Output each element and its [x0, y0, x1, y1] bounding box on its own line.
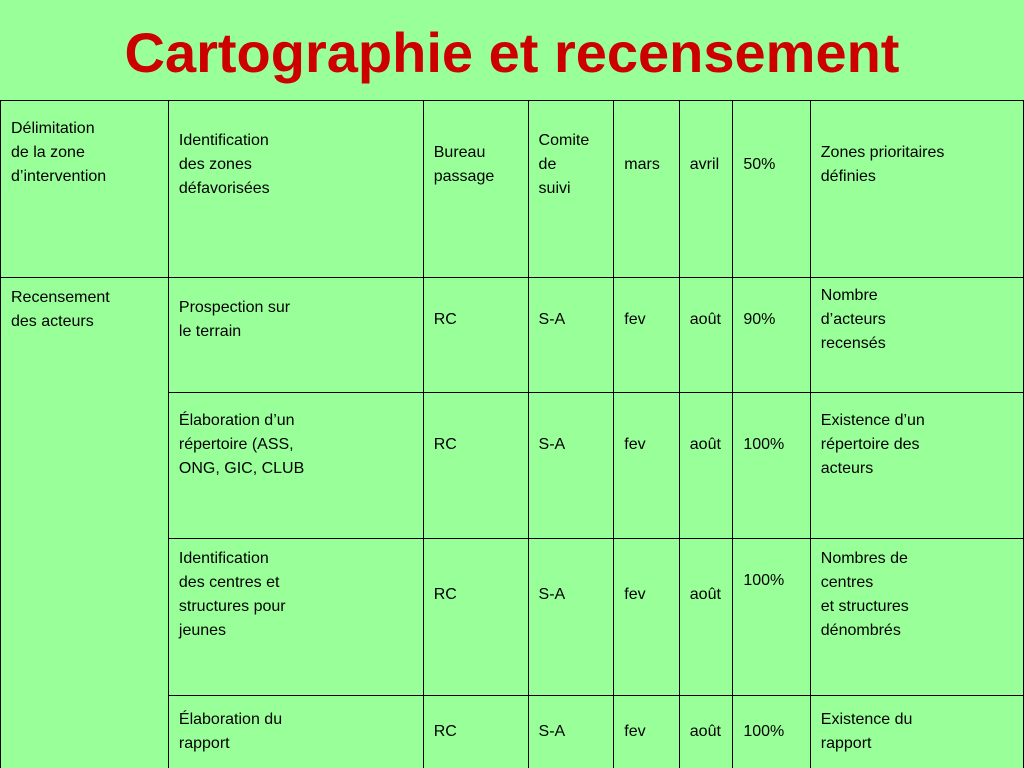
committee-cell: S-A: [528, 539, 614, 696]
objective-cell: Recensement des acteurs: [1, 278, 169, 768]
committee-cell: Comite de suivi: [528, 101, 614, 278]
end-cell: août: [679, 278, 733, 393]
indicator-cell: Zones prioritaires définies: [810, 101, 1023, 278]
slide-title: Cartographie et recensement: [124, 21, 900, 84]
start-cell: fev: [614, 393, 680, 539]
start-cell: mars: [614, 101, 680, 278]
indicator-cell: Nombres de centres et structures dénombrés: [810, 539, 1023, 696]
objective-cell: Délimitation de la zone d’intervention: [1, 101, 169, 278]
percent-cell: 100%: [733, 393, 810, 539]
end-cell: août: [679, 393, 733, 539]
committee-cell: S-A: [528, 278, 614, 393]
table-row: [1, 278, 1024, 393]
activity-cell: Élaboration d’un répertoire (ASS, ONG, GIC, CLUB: [168, 393, 423, 539]
end-cell: août: [679, 539, 733, 696]
start-cell: fev: [614, 278, 680, 393]
activity-table: [0, 100, 1024, 768]
indicator-cell: Nombre d’acteurs recensés: [810, 278, 1023, 393]
responsible-cell: RC: [423, 278, 528, 393]
responsible-cell: RC: [423, 539, 528, 696]
committee-cell: S-A: [528, 393, 614, 539]
indicator-cell: Existence du rapport: [810, 696, 1023, 768]
percent-cell: 50%: [733, 101, 810, 278]
activity-cell: Prospection sur le terrain: [168, 278, 423, 393]
responsible-cell: RC: [423, 696, 528, 768]
start-cell: fev: [614, 696, 680, 768]
percent-cell: 100%: [733, 696, 810, 768]
end-cell: août: [679, 696, 733, 768]
responsible-cell: Bureau passage: [423, 101, 528, 278]
table-row: [1, 101, 1024, 278]
committee-cell: S-A: [528, 696, 614, 768]
start-cell: fev: [614, 539, 680, 696]
indicator-cell: Existence d’un répertoire des acteurs: [810, 393, 1023, 539]
percent-cell: 100%: [733, 539, 810, 696]
activity-cell: Élaboration du rapport: [168, 696, 423, 768]
activity-cell: Identification des zones défavorisées: [168, 101, 423, 278]
percent-cell: 90%: [733, 278, 810, 393]
responsible-cell: RC: [423, 393, 528, 539]
activity-cell: Identification des centres et structures pour jeunes: [168, 539, 423, 696]
end-cell: avril: [679, 101, 733, 278]
